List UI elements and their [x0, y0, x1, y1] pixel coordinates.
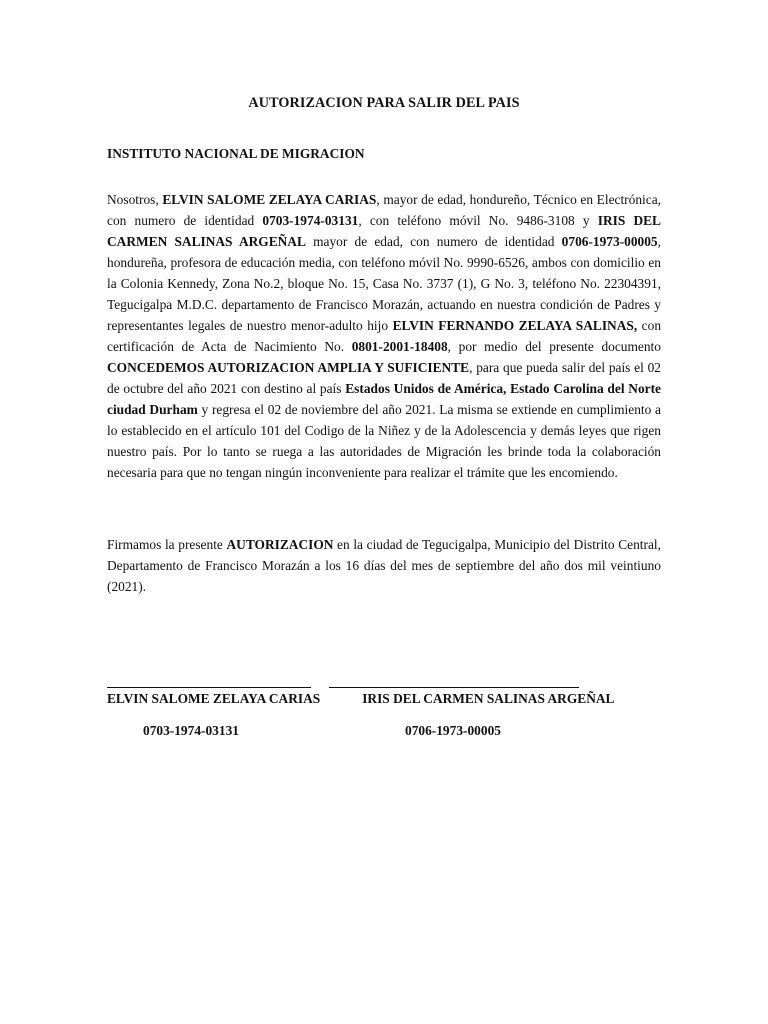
authorization-paragraph — [107, 189, 661, 483]
father-id-number: 0703-1974-03131 — [262, 213, 359, 228]
mother-id-number: 0706-1973-00005 — [561, 234, 658, 249]
signing-paragraph — [107, 534, 661, 597]
father-name: ELVIN SALOME ZELAYA CARIAS — [162, 192, 377, 207]
paragraph-text: y regresa el 02 de noviembre del año 2021. La misma se extiende en cumplimiento a lo establecido en el artículo 101 del Codigo de la Niñez y de la Adolescencia y demás leyes que rigen nuestro país. Por lo tanto se ruega a las autoridades de Migración les brinde toda la colaboración necesaria para que no tengan ningún inconveniente para realizar el trámite que les encomiendo. — [107, 402, 661, 480]
paragraph-text: , mayor de edad, hondureño, Técnico en Electrónica, con numero de identidad — [107, 192, 661, 228]
signature-line-left — [107, 687, 311, 688]
paragraph-text: en la ciudad de Tegucigalpa, Municipio del Distrito Central, Departamento de Francisco Morazán a los 16 días del mes de septiembre del año dos mil veintiuno (2021). — [107, 537, 661, 594]
mother-name: IRIS DEL CARMEN SALINAS ARGEÑAL — [107, 213, 661, 249]
signature-line-right — [329, 687, 579, 688]
signer-left-name: ELVIN SALOME ZELAYA CARIAS — [107, 691, 321, 706]
authorization-word: AUTORIZACION — [226, 537, 334, 552]
paragraph-text: , por medio del presente documento — [447, 339, 661, 354]
paragraph-text: , para que pueda salir del país el 02 de octubre del año 2021 con destino al país — [107, 360, 661, 396]
authorization-statement: CONCEDEMOS AUTORIZACION AMPLIA Y SUFICIENTE — [107, 360, 470, 375]
paragraph-text: con certificación de Acta de Nacimiento No. — [107, 318, 662, 354]
signature-names — [107, 691, 661, 707]
paragraph-text: Nosotros, — [107, 192, 163, 207]
child-name: ELVIN FERNANDO ZELAYA SALINAS, — [392, 318, 638, 333]
document-title: AUTORIZACION PARA SALIR DEL PAIS — [248, 95, 520, 111]
signer-left-id: 0703-1974-03131 — [143, 723, 239, 738]
document-page — [107, 0, 661, 1024]
paragraph-text: , hondureña, profesora de educación media, con teléfono móvil No. 9990-6526, ambos con domicilio en la Colonia Kennedy, Zona No.2, bloque No. 15, Casa No. 3737 (1), G No. 3, teléfono No. 22304391, Tegucigalpa M.D.C. departamento de Francisco Morazán, actuando en nuestra condición de Padres y representantes legales de nuestro menor-adulto hijo — [107, 234, 661, 333]
destination: Estados Unidos de América, Estado Carolina del Norte ciudad Durham — [107, 381, 661, 417]
signer-right-id: 0706-1973-00005 — [405, 723, 501, 738]
signer-right-name: IRIS DEL CARMEN SALINAS ARGEÑAL — [362, 691, 615, 706]
paragraph-text: , con teléfono móvil No. 9486-3108 y — [358, 213, 598, 228]
addressee: INSTITUTO NACIONAL DE MIGRACION — [107, 146, 365, 161]
paragraph-text: mayor de edad, con numero de identidad — [305, 234, 562, 249]
paragraph-text: Firmamos la presente — [107, 537, 227, 552]
birth-certificate-number: 0801-2001-18408 — [351, 339, 448, 354]
